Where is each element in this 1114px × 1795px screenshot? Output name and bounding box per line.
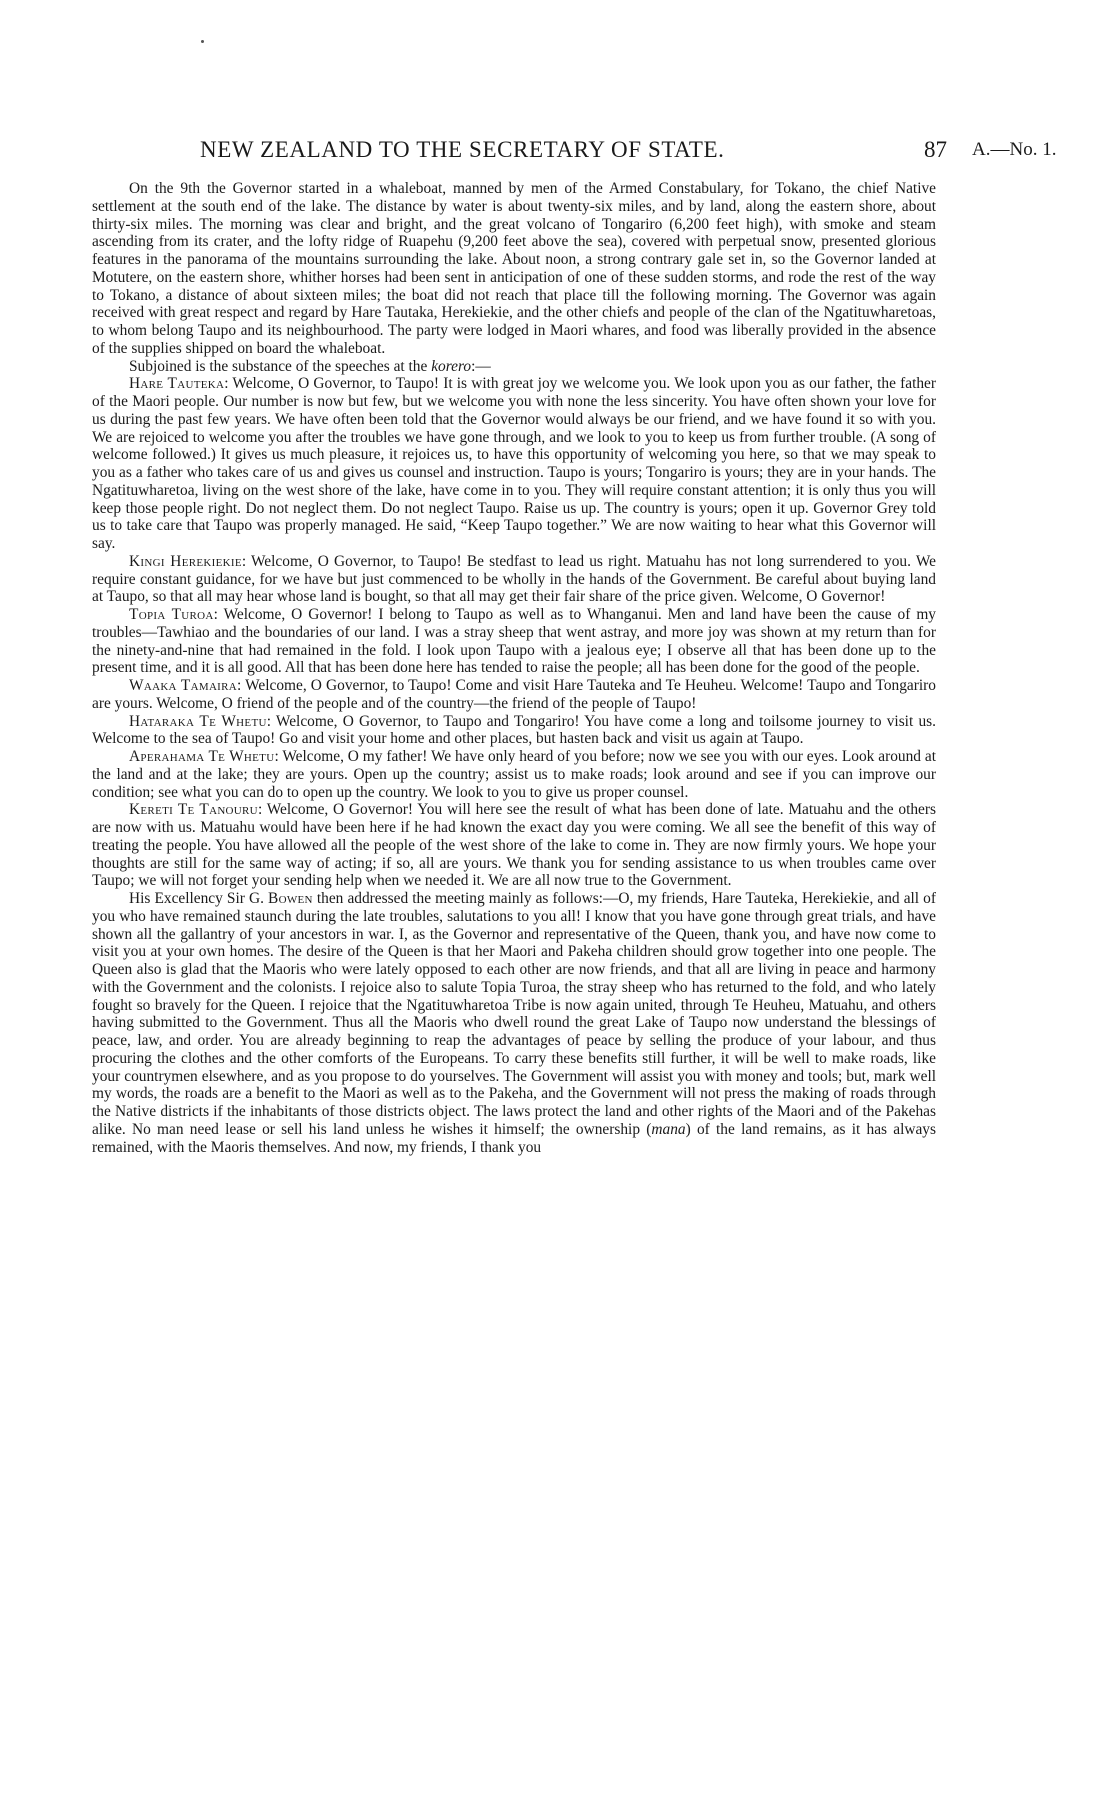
speech-text: Welcome, O Governor, to Taupo! It is with great joy we welcome you. We look upon you as our father, the father of the Maori people. Our number is now but few, but we welcome you with none the less sincerity. You have often shown your love for us during the past few years. We have often been told that the Governor would always be our friend, and we have found it so with you. We are rejoiced to welcome you after the troubles we have gone through, and we look to you to keep us from further trouble. (A song of welcome followed.) It gives us much pleasure, it rejoices us, to have this opportunity of welcoming you here, so that we may speak to you as a father who takes care of us and gives us counsel and instruction. Taupo is yours; Tongariro is yours; they are in your hands. The Ngatituwharetoa, living on the west shore of the lake, have come in to you. They will require constant attention; it is only thus you will keep those people right. Do not neglect them. Do not neglect Taupo. Raise us up. The country is yours; open it up. Governor Grey told us to take care that Taupo was properly managed. He said, “Keep Taupo together.” We are now waiting to hear what this Governor will say.	[92, 375, 936, 552]
speech-text: Welcome, O Governor! You will here see the result of what has been done of late. Matuahu and the others are now with us. Matuahu would have been here if he had known the exact day you were coming. We all see the benefit of this way of treating the people. You have allowed all the people of the west shore of the lake to come in. They are now firmly yours. We hope your thoughts are still for the same way of acting; if so, all are yours. We thank you for sending assistance to us when troubles came over Taupo; we will not forget your sending help when we needed it. We are all now true to the Government.	[92, 801, 936, 890]
speech-topia-turoa: Topia Turoa: Welcome, O Governor! I belong to Taupo as well as to Whanganui. Men and land have been the cause of my troubles—Tawhiao and the boundaries of our land. I was a stray sheep that went astray, and more joy was shown at my return than for the ninety-and-nine that had remained in the fold. I look upon Taupo with a jealous eye; I observe all that has been done up to the present time, and it is all good. All that has been done here has tended to raise the people; all has been done for the good of the people.	[92, 606, 936, 677]
running-title: NEW ZEALAND TO THE SECRETARY OF STATE.	[200, 137, 725, 162]
speech-hataraka-te-whetu: Hataraka Te Whetu: Welcome, O Governor, to Taupo and Tongariro! You have come a long and toilsome journey to visit us. Welcome to the sea of Taupo! Go and visit your home and other places, but hasten back and visit us again at Taupo.	[92, 712, 936, 748]
document-reference: A.—No. 1.	[972, 139, 1057, 160]
speech-text: Welcome, O Governor! I belong to Taupo as well as to Whanganui. Men and land have been the cause of my troubles—Tawhiao and the boundaries of our land. I was a stray sheep that went astray, and more joy was shown at my return than for the ninety-and-nine that had remained in the fold. I look upon Taupo with a jealous eye; I observe all that has been done up to the present time, and it is all good. All that has been done here has tended to raise the people; all has been done for the good of the people.	[92, 606, 936, 677]
speech-kingi-herekiekie: Kingi Herekiekie: Welcome, O Governor, to Taupo! Be stedfast to lead us right. Matuahu has not long surrendered to you. We require constant guidance, for we have but just commenced to be wholly in the hands of the Government. Be careful about buying land at Taupo, so that all may hear whose land is bought, so that all may get their fair share of the price given. Welcome, O Governor!	[92, 552, 936, 606]
speech-text: Welcome, O Governor, to Taupo and Tongariro! You have come a long and toilsome journey to visit us. Welcome to the sea of Taupo! Go and visit your home and other places, but hasten back and visit us again at Taupo.	[92, 712, 936, 748]
speaker-name: Kereti Te Tanouru	[129, 801, 258, 819]
address-lead: His Excellency Sir G.	[129, 890, 269, 907]
speaker-name: Aperahama Te Whetu	[129, 748, 275, 765]
korero-word: korero	[431, 357, 472, 375]
korero-intro	[92, 358, 936, 376]
speech-aperahama-te-whetu: Aperahama Te Whetu: Welcome, O my father! We have only heard of you before; now we see you with our eyes. Look around at the land and at the lake; they are yours. Open up the country; assist us to make roads; look around and see if you can improve our condition; see what you can do to open up the country. We look to you to give us proper counsel.	[92, 748, 936, 801]
mana-word: mana	[651, 1120, 686, 1138]
speaker-name: Hare Tauteka	[129, 375, 225, 393]
speech-waaka-tamaira: Waaka Tamaira: Welcome, O Governor, to Taupo! Come and visit Hare Tauteka and Te Heuheu. Welcome! Taupo and Tongariro are yours. Welcome, O friend of the people and of the country—the friend of the people of Taupo!	[92, 677, 936, 712]
speaker-name: Kingi Herekiekie	[129, 552, 242, 570]
intro-tail: :—	[471, 357, 491, 375]
intro-lead: Subjoined is the substance of the speeches at the	[129, 357, 432, 375]
governor-name: Bowen	[268, 890, 313, 907]
speaker-name: Hataraka Te Whetu	[129, 712, 267, 730]
page-speck	[201, 40, 204, 43]
speaker-name: Waaka Tamaira	[129, 677, 238, 694]
page-header	[0, 137, 1114, 167]
body-text	[92, 180, 936, 1156]
speech-hare-tauteka: Hare Tauteka: Welcome, O Governor, to Taupo! It is with great joy we welcome you. We look upon you as our father, the father of the Maori people. Our number is now but few, but we welcome you with none the less sincerity. You have often shown your love for us during the past few years. We have often been told that the Governor would always be our friend, and we have found it so with you. We are rejoiced to welcome you after the troubles we have gone through, and we look to you to keep us from further trouble. (A song of welcome followed.) It gives us much pleasure, it rejoices us, to have this opportunity of welcoming you here, so that we may speak to you as a father who takes care of us and gives us counsel and instruction. Taupo is yours; Tongariro is yours; they are in your hands. The Ngatituwharetoa, living on the west shore of the lake, have come in to you. They will require constant attention; it is only thus you will keep those people right. Do not neglect them. Do not neglect Taupo. Raise us up. The country is yours; open it up. Governor Grey told us to take care that Taupo was properly managed. He said, “Keep Taupo together.” We are now waiting to hear what this Governor will say.	[92, 375, 936, 552]
speech-text: Welcome, O Governor, to Taupo! Be stedfast to lead us right. Matuahu has not long surrendered to you. We require constant guidance, for we have but just commenced to be wholly in the hands of the Government. Be careful about buying land at Taupo, so that all may hear whose land is bought, so that all may get their fair share of the price given. Welcome, O Governor!	[92, 552, 936, 606]
address-text: then addressed the meeting mainly as follows:—O, my friends, Hare Tauteka, Herekiekie, and all of you who have remained staunch during the late troubles, salutations to you all! I know that you have gone through great trials, and have shown all the gallantry of your ancestors in war. I, as the Governor and representative of the Queen, thank you, and have now come to visit you at your own homes. The desire of the Queen is that her Maori and Pakeha children should grow together into one people. The Queen also is glad that the Maoris who were lately opposed to each other are now friends, and that all are living in peace and harmony with the Government and the colonists. I rejoice also to salute Topia Turoa, the stray sheep who has returned to the fold, and who lately fought so bravely for the Queen. I rejoice that the Ngatituwharetoa Tribe is now again united, through Te Heuheu, Matuahu, and others having submitted to the Government. Thus all the Maoris who dwell round the great Lake of Taupo now understand the blessings of peace, law, and order. You are already beginning to reap the advantages of peace by selling the produce of your labour, and thus procuring the clothes and the other comforts of the Europeans. To carry these benefits still further, it will be well to make roads, like your countrymen elsewhere, and as you propose to do yourselves. The Government will assist you with money and tools; but, mark well my words, the roads are a benefit to the Maori as well as to the Pakeha, and the Government will not press the making of roads through the Native districts if the inhabitants of those districts object. The laws protect the land and other rights of the Maori and of the Pakehas alike. No man need lease or sell his land unless he wishes it himself; the ownership (	[92, 890, 936, 1138]
speech-text: Welcome, O my father! We have only heard of you before; now we see you with our eyes. Look around at the land and at the lake; they are yours. Open up the country; assist us to make roads; look around and see if you can improve our condition; see what you can do to open up the country. We look to you to give us proper counsel.	[92, 748, 936, 801]
speech-text: Welcome, O Governor, to Taupo! Come and visit Hare Tauteka and Te Heuheu. Welcome! Taupo and Tongariro are yours. Welcome, O friend of the people and of the country—the friend of the people of Taupo!	[92, 677, 936, 712]
governor-address	[92, 890, 936, 1156]
narrative-paragraph	[92, 180, 936, 358]
paragraph-text: On the 9th the Governor started in a whaleboat, manned by men of the Armed Constabulary, for Tokano, the chief Native settlement at the south end of the lake. The distance by water is about twenty-six miles, and by land, along the eastern shore, about thirty-six miles. The morning was clear and bright, and the great volcano of Tongariro (6,200 feet high), with smoke and steam ascending from its crater, and the lofty ridge of Ruapehu (9,200 feet above the sea), covered with perpetual snow, presented glorious features in the panorama of the mountains surrounding the lake. About noon, a strong contrary gale set in, so the Governor landed at Motutere, on the eastern shore, whither horses had been sent in anticipation of one of these sudden storms, and rode the rest of the way to Tokano, a distance of about sixteen miles; the boat did not reach that place till the following morning. The Governor was again received with great respect and regard by Hare Tautaka, Herekiekie, and the other chiefs and people of the clan of the Ngatituwharetoas, to whom belong Taupo and its neighbourhood. The party were lodged in Maori whares, and food was liberally provided in the absence of the supplies shipped on board the whaleboat.	[92, 180, 936, 357]
page-number: 87	[924, 137, 947, 162]
address-tail: ) of the land remains, as it has always remained, with the Maoris themselves. And now, my friends, I thank you	[92, 1120, 936, 1156]
speaker-name: Topia Turoa	[129, 606, 214, 623]
speech-kereti-te-tanouru: Kereti Te Tanouru: Welcome, O Governor! You will here see the result of what has been done of late. Matuahu and the others are now with us. Matuahu would have been here if he had known the exact day you were coming. We all see the benefit of this way of treating the people. You have allowed all the people of the west shore of the lake to come in. They are now firmly yours. We hope your thoughts are still for the same way of acting; if so, all are yours. We thank you for sending assistance to us when troubles came over Taupo; we will not forget your sending help when we needed it. We are all now true to the Government.	[92, 801, 936, 890]
